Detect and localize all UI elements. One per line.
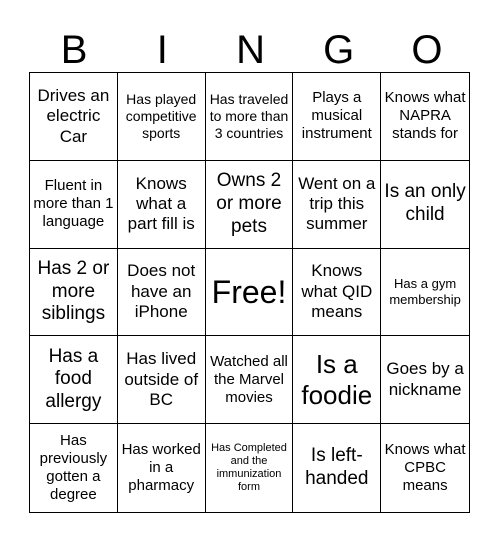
bingo-cell[interactable]: Went on a trip this summer — [293, 161, 381, 249]
bingo-cell[interactable]: Has a food allergy — [30, 336, 118, 424]
bingo-cell[interactable]: Does not have an iPhone — [118, 249, 206, 337]
bingo-cell[interactable]: Plays a musical instrument — [293, 73, 381, 161]
bingo-cell[interactable]: Drives an electric Car — [30, 73, 118, 161]
bingo-cell[interactable]: Knows what NAPRA stands for — [381, 73, 469, 161]
bingo-cell[interactable]: Knows what CPBC means — [384, 441, 466, 495]
bingo-cell[interactable]: Is left-handed — [293, 424, 381, 512]
header-letter-b: B — [60, 28, 88, 72]
bingo-cell[interactable]: Has Completed and the immunization form — [206, 424, 294, 512]
bingo-cell[interactable]: Has previously gotten a degree — [30, 424, 118, 512]
header-letter-i: I — [156, 28, 168, 72]
bingo-cell[interactable]: Fluent in more than 1 language — [30, 161, 118, 249]
header-letter-o: O — [411, 28, 443, 72]
header-letter-n: N — [236, 28, 265, 72]
bingo-cell[interactable]: Is an only child — [381, 161, 469, 249]
bingo-free-cell[interactable]: Free! — [206, 249, 294, 337]
bingo-cell[interactable]: Knows what QID means — [293, 249, 381, 337]
bingo-cell[interactable]: Has played competitive sports — [118, 73, 206, 161]
bingo-cell[interactable]: Owns 2 or more pets — [206, 161, 294, 249]
bingo-cell[interactable]: Has traveled to more than 3 countries — [206, 73, 294, 161]
bingo-header — [30, 28, 471, 72]
bingo-cell[interactable]: Has worked in a pharmacy — [118, 424, 206, 512]
bingo-cell[interactable]: Has 2 or more siblings — [30, 249, 118, 337]
bingo-cell[interactable]: Knows what a part fill is — [118, 161, 206, 249]
header-letter-g: G — [323, 28, 355, 72]
bingo-card — [29, 72, 470, 513]
bingo-cell[interactable]: Watched all the Marvel movies — [206, 336, 294, 424]
bingo-cell[interactable]: Has lived outside of BC — [118, 336, 206, 424]
bingo-cell[interactable]: Has a gym membership — [381, 249, 469, 337]
bingo-cell[interactable]: Is a foodie — [293, 336, 381, 424]
bingo-cell[interactable]: Goes by a nickname — [381, 336, 469, 424]
